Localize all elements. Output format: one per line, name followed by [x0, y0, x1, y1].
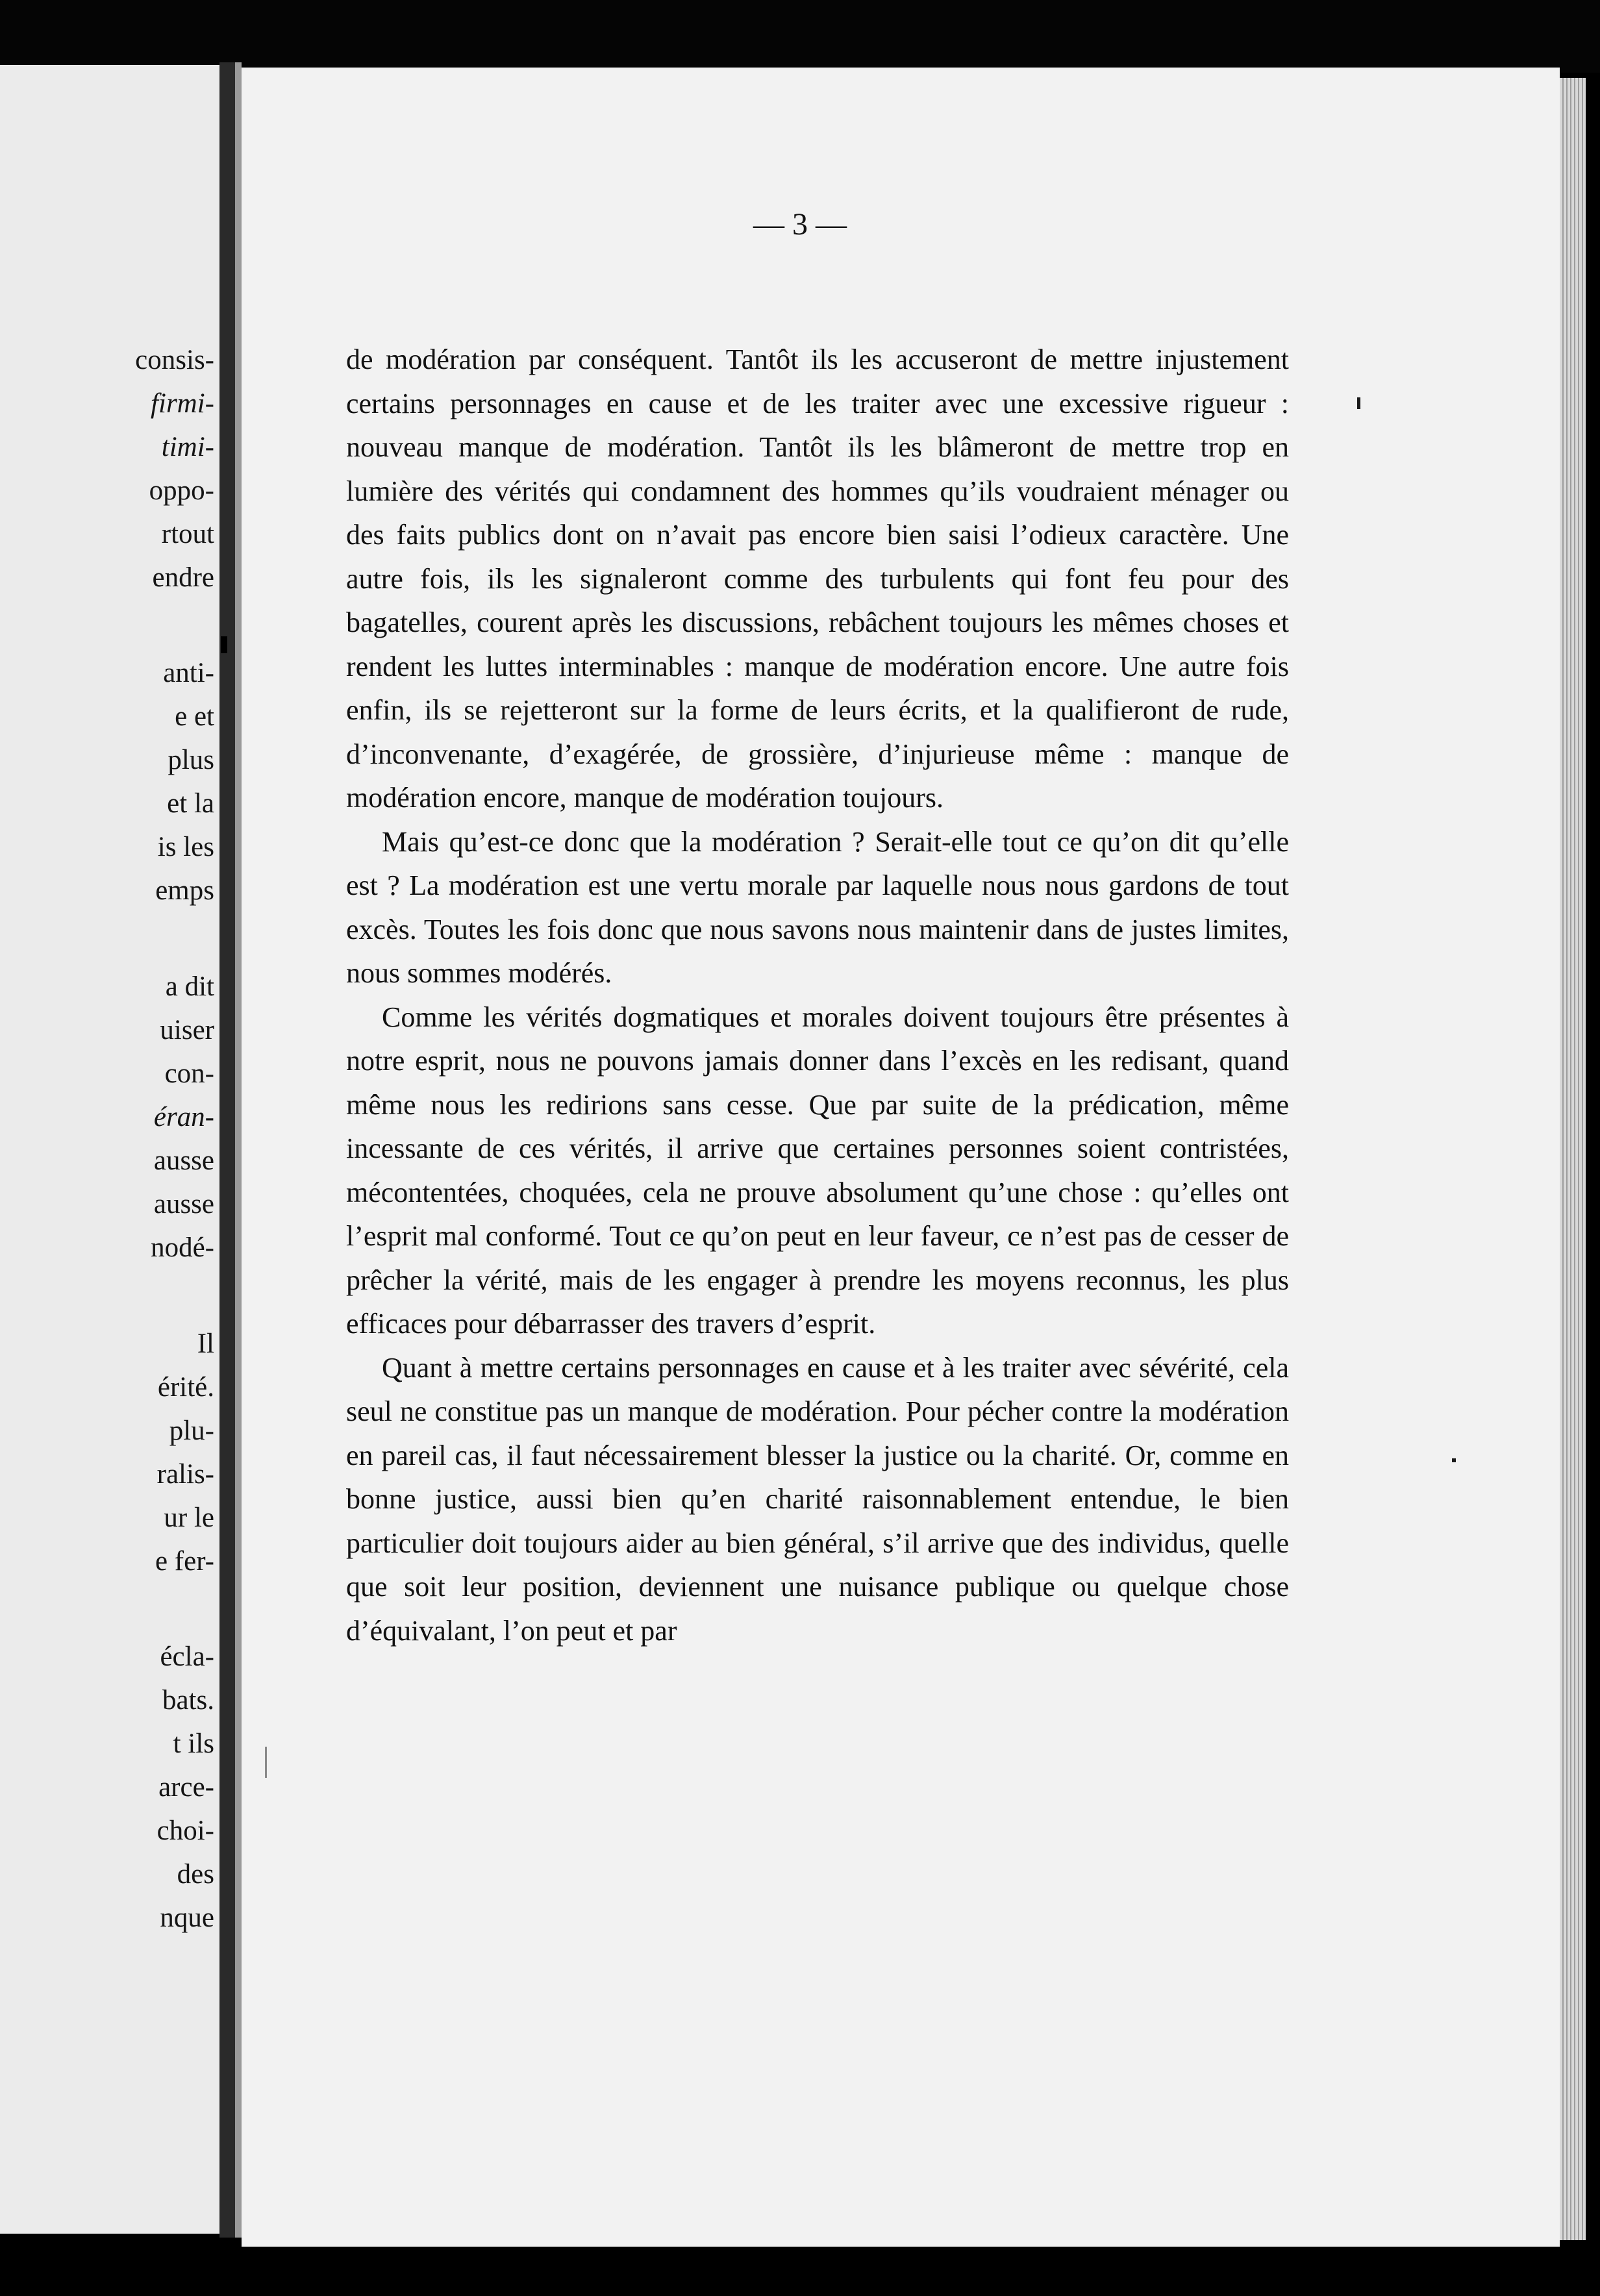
left-page-line: ausse	[153, 1189, 214, 1219]
left-page-line: anti-	[163, 658, 214, 688]
left-page-line: nodé-	[151, 1232, 214, 1263]
left-page-line: ausse	[153, 1145, 214, 1176]
left-page-text	[0, 65, 219, 2234]
left-page-line: consis-	[135, 345, 214, 375]
left-page-line: éran-	[153, 1102, 214, 1132]
left-page-line: timi-	[161, 432, 214, 462]
left-page-line: emps	[155, 875, 214, 906]
left-page-line: e fer-	[155, 1546, 214, 1577]
spine-edge	[235, 62, 242, 2238]
left-page-line: bats.	[162, 1685, 214, 1716]
page-number: — 3 —	[753, 207, 847, 242]
scan-speck	[221, 636, 227, 653]
left-page-line: nque	[160, 1903, 214, 1933]
left-page-fragment	[0, 65, 219, 2234]
left-page-line: t ils	[173, 1728, 214, 1759]
left-page-line: plu-	[169, 1416, 214, 1446]
left-page-line: arce-	[158, 1772, 214, 1803]
scan-speck	[1357, 397, 1360, 409]
left-page-line: ur le	[164, 1503, 214, 1533]
scan-speck	[1452, 1458, 1456, 1462]
left-page-line: rtout	[161, 519, 214, 549]
left-page-line: érité.	[157, 1372, 214, 1403]
left-page-line: choi-	[156, 1816, 214, 1846]
left-page-line: oppo-	[149, 475, 214, 506]
left-page-line: ralis-	[156, 1459, 214, 1490]
left-page-line: plus	[168, 745, 214, 775]
body-text	[346, 338, 1289, 1653]
paragraph-2: Mais qu’est-ce donc que la modération ? Serait-elle tout ce qu’on dit qu’elle est ? La modération est une vertu morale par laquelle nous nous gardons de tout excès. Toutes les fois donc que nous savons nous maintenir dans de justes limites, nous sommes modérés.	[346, 825, 1289, 989]
left-page-line: e et	[175, 701, 214, 732]
scan-speck	[265, 1747, 267, 1778]
page-stack-edges	[1560, 78, 1586, 2240]
book-spine	[219, 62, 235, 2238]
left-page-line: écla-	[160, 1641, 214, 1672]
paragraph-1: de modération par conséquent. Tantôt ils les accuseront de mettre injustement certains personnages en cause et de les traiter avec une excessive rigueur : nouveau manque de modération. Tantôt ils les blâmeront de mettre trop en lumière des vérités qui condamnent des hommes qu’ils voudraient ménager ou des faits publics dont on n’avait pas encore bien saisi l’odieux caractère. Une autre fois, ils les signaleront comme des turbulents qui font feu pour des bagatelles, courent après les discussions, rebâchent toujours les mêmes choses et rendent les luttes interminables : manque de modération encore. Une autre fois enfin, ils se rejetteront sur la forme de leurs écrits, et la qualifieront de rude, d’inconvenante, d’exagérée, de grossière, d’injurieuse même : manque de modération encore, manque de modération toujours.	[346, 343, 1289, 814]
left-page-line: Il	[197, 1329, 214, 1359]
left-page-line: firmi-	[151, 388, 214, 419]
paragraph-3: Comme les vérités dogmatiques et morales doivent toujours être présentes à notre esprit, nous ne pouvons jamais donner dans l’excès en les redisant, quand même nous les redirions sans cesse. Que par suite de la prédication, même incessante de ces vérités, il arrive que certaines personnes soient contristées, mécontentées, choquées, cela ne prouve absolument qu’une chose : qu’elles ont l’esprit mal conformé. Tout ce qu’on peut en leur faveur, ce n’est pas de cesser de prêcher la vérité, mais de les engager à prendre les moyens reconnus, les plus efficaces pour débarrasser des travers d’esprit.	[346, 1001, 1289, 1340]
left-page-line: a dit	[165, 971, 214, 1002]
left-page-line: uiser	[160, 1015, 214, 1045]
left-page-line: endre	[152, 562, 214, 593]
paragraph-4: Quant à mettre certains personnages en cause et à les traiter avec sévérité, cela seul ne constitue pas un manque de modération. Pour pécher contre la modération en pareil cas, il faut nécessairement blesser la justice ou la charité. Or, comme en bonne justice, aussi bien qu’en charité raisonnablement entendue, le bien particulier doit toujours aider au bien général, s’il arrive que des individus, quelle que soit leur position, deviennent une nuisance publique ou quelque chose d’équivalant, l’on peut et par	[346, 1351, 1289, 1647]
left-page-line: con-	[164, 1058, 214, 1089]
left-page-line: et la	[167, 788, 214, 819]
left-page-line: is les	[157, 832, 214, 862]
left-page-line: des	[177, 1859, 214, 1890]
